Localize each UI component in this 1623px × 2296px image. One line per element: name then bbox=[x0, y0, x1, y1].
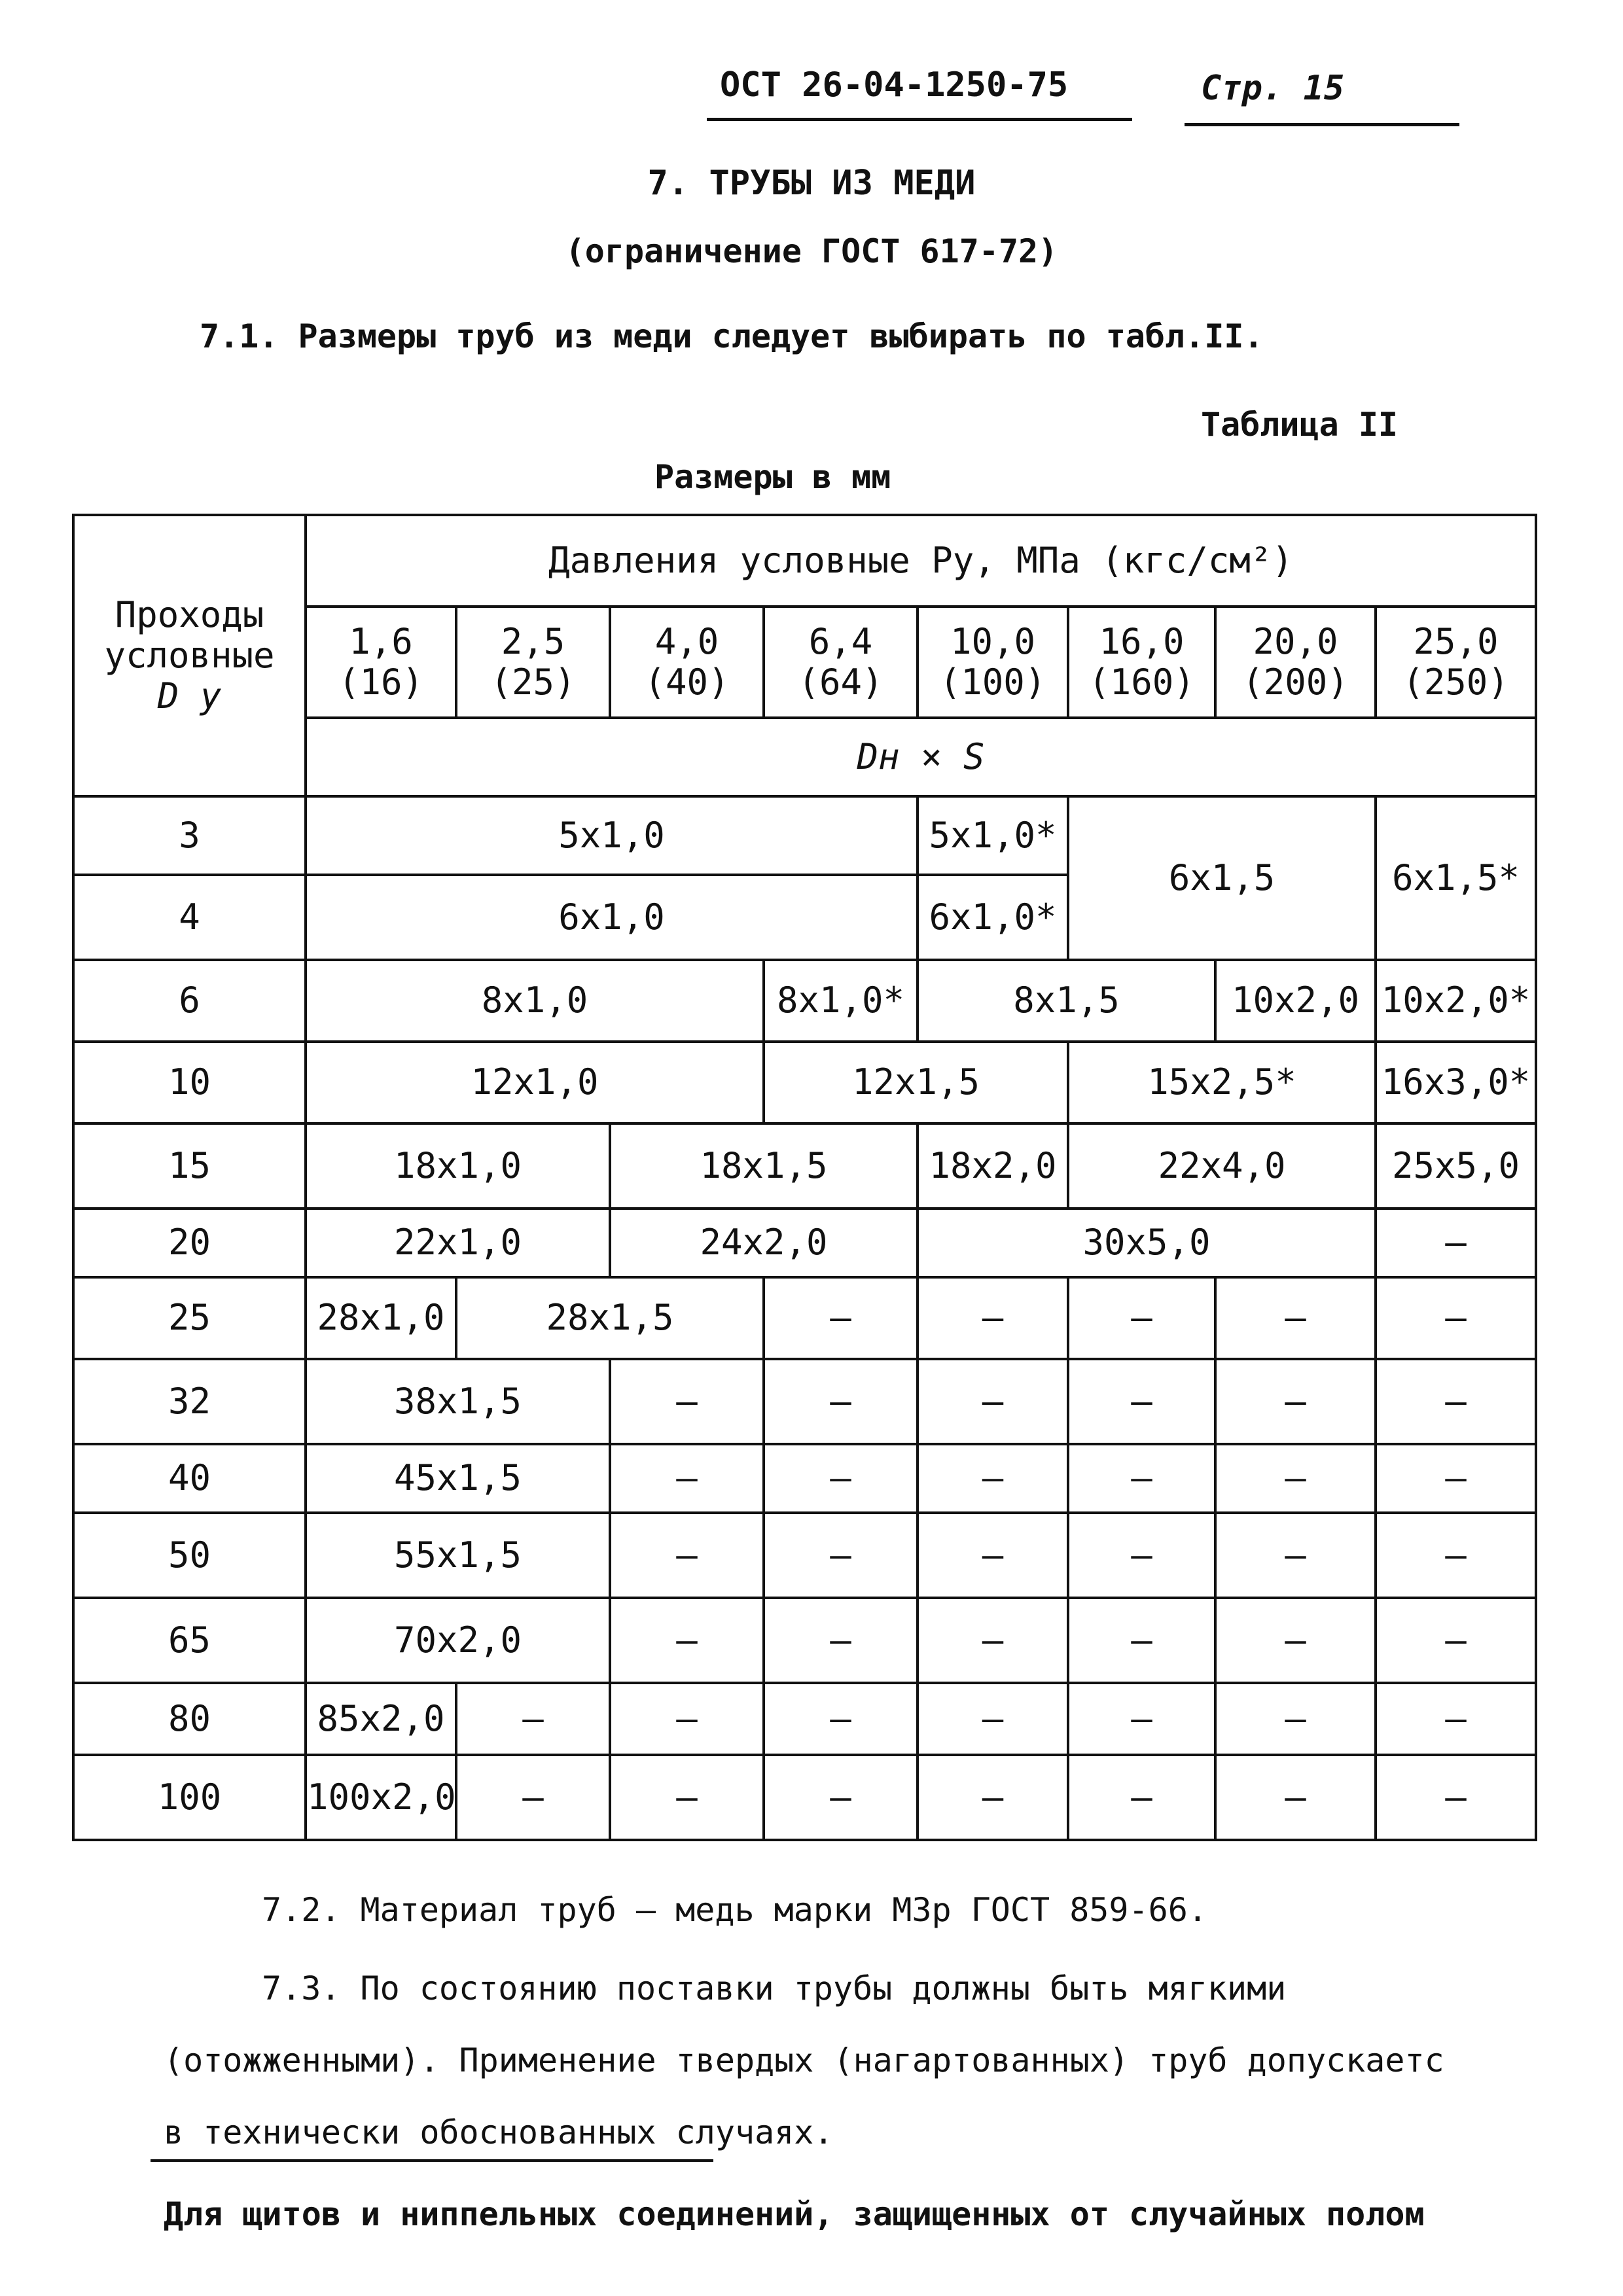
pressure-mpa: 10,0 bbox=[950, 620, 1036, 662]
size-cell: – bbox=[610, 1359, 764, 1444]
size-cell: 12x1,5 bbox=[764, 1042, 1068, 1123]
size-cell: 6x1,0 bbox=[306, 875, 918, 960]
header-underline bbox=[707, 118, 1132, 121]
dy-cell: 65 bbox=[73, 1598, 306, 1683]
size-cell: – bbox=[1376, 1277, 1536, 1359]
size-cell: – bbox=[918, 1683, 1068, 1755]
nominal-bore-header bbox=[73, 515, 306, 796]
size-cell: – bbox=[1215, 1755, 1376, 1840]
pressure-mpa: 16,0 bbox=[1099, 620, 1185, 662]
size-cell: 15x2,5* bbox=[1068, 1042, 1376, 1123]
size-cell: 55x1,5 bbox=[306, 1513, 610, 1598]
size-cell: 38x1,5 bbox=[306, 1359, 610, 1444]
pressure-mpa: 4,0 bbox=[654, 620, 719, 662]
paragraph-7-2: 7.2. Материал труб – медь марки МЗр ГОСТ 859-66. bbox=[262, 1891, 1207, 1929]
size-cell: 5x1,0 bbox=[306, 796, 918, 875]
size-cell: – bbox=[1376, 1444, 1536, 1513]
nominal-bore-header-line1: Проходы bbox=[115, 593, 264, 635]
size-cell: 5x1,0* bbox=[918, 796, 1068, 875]
nominal-bore-header-line2: условные bbox=[104, 634, 275, 676]
dy-cell: 50 bbox=[73, 1513, 306, 1598]
dy-cell: 10 bbox=[73, 1042, 306, 1123]
size-cell: – bbox=[918, 1277, 1068, 1359]
size-cell: – bbox=[918, 1444, 1068, 1513]
size-cell: – bbox=[1376, 1359, 1536, 1444]
size-cell: – bbox=[918, 1513, 1068, 1598]
pressure-col-2 bbox=[456, 607, 610, 718]
pressure-col-1 bbox=[306, 607, 456, 718]
table-row bbox=[73, 1598, 1536, 1683]
table-row bbox=[73, 1755, 1536, 1840]
size-cell: 18x2,0 bbox=[918, 1123, 1068, 1209]
size-cell: 24x2,0 bbox=[610, 1209, 918, 1277]
dy-cell: 100 bbox=[73, 1755, 306, 1840]
table-row bbox=[73, 1123, 1536, 1209]
size-cell: 28x1,0 bbox=[306, 1277, 456, 1359]
pressure-mpa: 6,4 bbox=[808, 620, 873, 662]
size-cell: 8x1,5 bbox=[918, 960, 1215, 1042]
pressure-kgf: (16) bbox=[338, 662, 424, 703]
size-cell: – bbox=[764, 1277, 918, 1359]
table-row bbox=[73, 1359, 1536, 1444]
table-row bbox=[73, 960, 1536, 1042]
size-cell: – bbox=[456, 1755, 610, 1840]
table-row bbox=[73, 1444, 1536, 1513]
size-cell: – bbox=[1376, 1755, 1536, 1840]
size-cell: – bbox=[1068, 1444, 1215, 1513]
size-cell: – bbox=[1068, 1513, 1215, 1598]
table-row bbox=[73, 1513, 1536, 1598]
paragraph-7-1: 7.1. Размеры труб из меди следует выбирать по табл.II. bbox=[200, 317, 1264, 355]
paragraph-7-3-line2: (отожженными). Применение твердых (нагартованных) труб допускаетс bbox=[164, 2041, 1444, 2079]
size-cell: – bbox=[1215, 1683, 1376, 1755]
size-cell: – bbox=[1215, 1277, 1376, 1359]
size-cell: 6x1,0* bbox=[918, 875, 1068, 960]
size-cell: 22x1,0 bbox=[306, 1209, 610, 1277]
pressure-kgf: (64) bbox=[798, 662, 883, 703]
size-cell: – bbox=[1215, 1359, 1376, 1444]
size-cell: 30x5,0 bbox=[918, 1209, 1376, 1277]
size-cell: – bbox=[1215, 1513, 1376, 1598]
dy-cell: 15 bbox=[73, 1123, 306, 1209]
size-cell: – bbox=[1376, 1513, 1536, 1598]
size-cell: 6x1,5* bbox=[1376, 796, 1536, 960]
table-units: Размеры в мм bbox=[654, 458, 891, 496]
pressure-mpa: 2,5 bbox=[501, 620, 565, 662]
paragraph-7-4: Для щитов и ниппельных соединений, защищенных от случайных полом bbox=[164, 2195, 1425, 2233]
dy-cell: 4 bbox=[73, 875, 306, 960]
pressure-kgf: (40) bbox=[644, 662, 730, 703]
pressure-mpa: 25,0 bbox=[1413, 620, 1499, 662]
size-cell: – bbox=[610, 1683, 764, 1755]
pressure-kgf: (25) bbox=[490, 662, 576, 703]
paragraph-underline bbox=[151, 2159, 713, 2162]
dy-cell: 3 bbox=[73, 796, 306, 875]
size-cell: – bbox=[1376, 1209, 1536, 1277]
table-row bbox=[73, 1042, 1536, 1123]
dy-cell: 80 bbox=[73, 1683, 306, 1755]
size-cell: – bbox=[1068, 1277, 1215, 1359]
nominal-bore-header-line3: D у bbox=[157, 675, 222, 717]
table-row bbox=[73, 796, 1536, 875]
section-title: 7. ТРУБЫ ИЗ МЕДИ bbox=[647, 164, 976, 203]
size-cell: 45x1,5 bbox=[306, 1444, 610, 1513]
document-code: ОСТ 26-04-1250-75 bbox=[720, 65, 1069, 105]
size-cell: – bbox=[1068, 1683, 1215, 1755]
pressure-header: Давления условные Ру, МПа (кгс/см²) bbox=[306, 515, 1536, 607]
table-row bbox=[73, 1277, 1536, 1359]
size-cell: 28x1,5 bbox=[456, 1277, 764, 1359]
size-cell: – bbox=[918, 1598, 1068, 1683]
size-cell: 12x1,0 bbox=[306, 1042, 764, 1123]
pressure-col-3 bbox=[610, 607, 764, 718]
size-cell: – bbox=[918, 1359, 1068, 1444]
size-cell: 8x1,0 bbox=[306, 960, 764, 1042]
table-row bbox=[73, 1209, 1536, 1277]
pressure-col-8 bbox=[1376, 607, 1536, 718]
size-cell: – bbox=[610, 1513, 764, 1598]
pressure-col-7 bbox=[1215, 607, 1376, 718]
pressure-mpa: 1,6 bbox=[349, 620, 413, 662]
size-cell: 18x1,5 bbox=[610, 1123, 918, 1209]
size-cell: – bbox=[456, 1683, 610, 1755]
page-number: Стр. 15 bbox=[1201, 69, 1345, 108]
pressure-kgf: (250) bbox=[1402, 662, 1509, 703]
size-cell: 22x4,0 bbox=[1068, 1123, 1376, 1209]
size-cell: 70x2,0 bbox=[306, 1598, 610, 1683]
size-cell: 8x1,0* bbox=[764, 960, 918, 1042]
pressure-col-6 bbox=[1068, 607, 1215, 718]
dy-cell: 20 bbox=[73, 1209, 306, 1277]
size-cell: 100x2,0 bbox=[306, 1755, 456, 1840]
size-cell: – bbox=[764, 1598, 918, 1683]
dy-cell: 32 bbox=[73, 1359, 306, 1444]
size-cell: – bbox=[764, 1755, 918, 1840]
table-row bbox=[73, 1683, 1536, 1755]
dy-cell: 40 bbox=[73, 1444, 306, 1513]
size-cell: – bbox=[610, 1755, 764, 1840]
size-cell: – bbox=[1215, 1598, 1376, 1683]
page-underline bbox=[1185, 123, 1459, 126]
size-cell: – bbox=[764, 1359, 918, 1444]
size-cell: – bbox=[610, 1444, 764, 1513]
size-cell: – bbox=[1068, 1755, 1215, 1840]
table-label: Таблица II bbox=[1201, 406, 1399, 444]
paragraph-7-3-line3: в технически обоснованных случаях. bbox=[164, 2113, 834, 2151]
size-cell: 10x2,0 bbox=[1215, 960, 1376, 1042]
dy-cell: 6 bbox=[73, 960, 306, 1042]
size-cell: – bbox=[764, 1513, 918, 1598]
pressure-kgf: (100) bbox=[939, 662, 1046, 703]
size-cell: 16x3,0* bbox=[1376, 1042, 1536, 1123]
size-cell: 10x2,0* bbox=[1376, 960, 1536, 1042]
size-cell: – bbox=[764, 1683, 918, 1755]
size-cell: – bbox=[1068, 1598, 1215, 1683]
size-cell: 6x1,5 bbox=[1068, 796, 1376, 960]
size-cell: – bbox=[1376, 1683, 1536, 1755]
size-cell: 18x1,0 bbox=[306, 1123, 610, 1209]
size-cell: – bbox=[918, 1755, 1068, 1840]
pressure-col-5 bbox=[918, 607, 1068, 718]
dy-cell: 25 bbox=[73, 1277, 306, 1359]
section-subtitle: (ограничение ГОСТ 617-72) bbox=[565, 232, 1058, 270]
size-cell: – bbox=[764, 1444, 918, 1513]
pressure-mpa: 20,0 bbox=[1253, 620, 1338, 662]
size-cell: – bbox=[1068, 1359, 1215, 1444]
size-cell: – bbox=[1215, 1444, 1376, 1513]
paragraph-7-3-line1: 7.3. По состоянию поставки трубы должны быть мягкими bbox=[262, 1969, 1287, 2007]
size-cell: – bbox=[1376, 1598, 1536, 1683]
dn-s-header: Dн × S bbox=[306, 718, 1536, 796]
pressure-kgf: (160) bbox=[1088, 662, 1195, 703]
pipe-size-table bbox=[72, 514, 1537, 1841]
size-cell: – bbox=[610, 1598, 764, 1683]
size-cell: 25x5,0 bbox=[1376, 1123, 1536, 1209]
pressure-col-4 bbox=[764, 607, 918, 718]
pressure-kgf: (200) bbox=[1242, 662, 1349, 703]
size-cell: 85x2,0 bbox=[306, 1683, 456, 1755]
